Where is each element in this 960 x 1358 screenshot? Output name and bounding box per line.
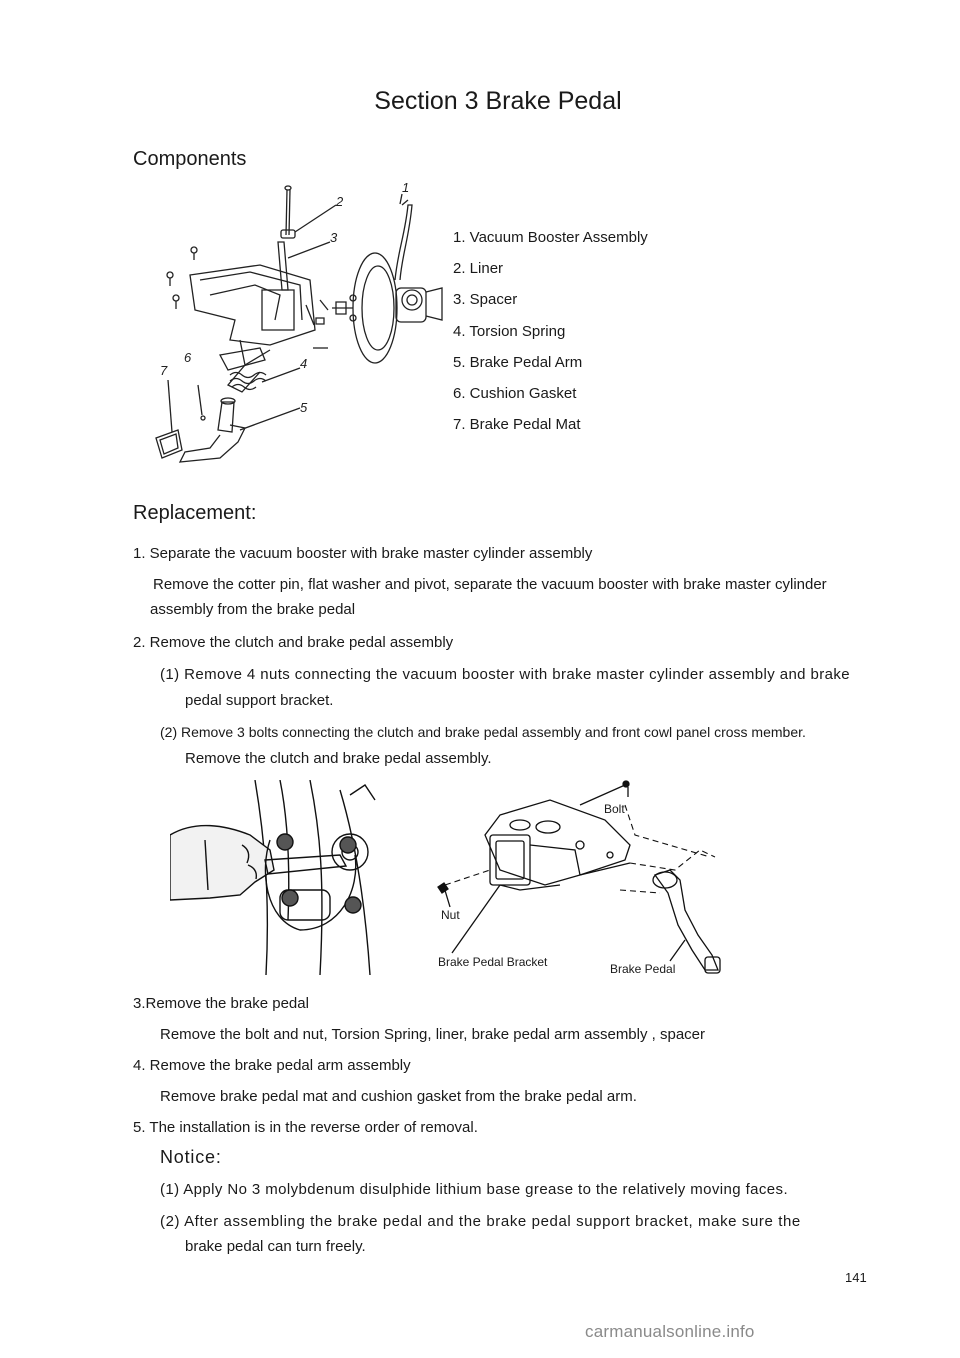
page-title: Section 3 Brake Pedal <box>374 87 622 115</box>
label-nut: Nut <box>441 908 460 922</box>
notice-item-1: (1) Apply No 3 molybdenum disulphide lithium base grease to the relatively moving faces. <box>160 1181 789 1198</box>
callout-2: 2 <box>336 194 344 209</box>
step-1-body-cont: assembly from the brake pedal <box>150 601 356 618</box>
step-3-body: Remove the bolt and nut, Torsion Spring, liner, brake pedal arm assembly , spacer <box>160 1026 706 1043</box>
step-5-title: 5. The installation is in the reverse order of removal. <box>133 1119 478 1136</box>
legend-item: 4. Torsion Spring <box>453 322 566 340</box>
legend-item: 7. Brake Pedal Mat <box>453 416 581 434</box>
legend-item: 6. Cushion Gasket <box>453 385 577 403</box>
callout-3: 3 <box>330 230 338 245</box>
step-2-sub-2-cont: Remove the clutch and brake pedal assembly. <box>185 750 492 767</box>
callout-5: 5 <box>300 400 308 415</box>
step-2-sub-2: (2) Remove 3 bolts connecting the clutch and brake pedal assembly and front cowl panel cross member. <box>160 724 806 740</box>
label-brake-pedal-bracket: Brake Pedal Bracket <box>438 955 548 969</box>
notice-item-2-cont: brake pedal can turn freely. <box>185 1238 366 1255</box>
step-1-title: 1. Separate the vacuum booster with brake master cylinder assembly <box>133 545 593 562</box>
callout-7: 7 <box>160 363 168 378</box>
legend-item: 2. Liner <box>453 260 504 278</box>
step-4-title: 4. Remove the brake pedal arm assembly <box>133 1057 411 1074</box>
bracket-drawing <box>430 775 730 980</box>
components-heading: Components <box>133 148 247 170</box>
components-exploded-diagram <box>150 180 450 470</box>
step-4-body: Remove brake pedal mat and cushion gasket from the brake pedal arm. <box>160 1088 637 1105</box>
label-brake-pedal: Brake Pedal <box>610 962 676 976</box>
step-1-body: Remove the cotter pin, flat washer and pivot, separate the vacuum booster with brake master cylinder <box>153 576 827 593</box>
watermark-text: carmanualsonline.info <box>585 1322 755 1341</box>
notice-item-2: (2) After assembling the brake pedal and the brake pedal support bracket, make sure the <box>160 1213 801 1230</box>
legend-item: 1. Vacuum Booster Assembly <box>453 229 648 246</box>
step-2-title: 2. Remove the clutch and brake pedal assembly <box>133 634 454 651</box>
notice-heading: Notice: <box>160 1147 222 1167</box>
callout-1: 1 <box>402 180 410 195</box>
label-bolt: Bolt <box>604 802 625 816</box>
replacement-heading: Replacement: <box>133 502 257 524</box>
callout-4: 4 <box>300 356 308 371</box>
components-legend <box>453 222 648 440</box>
page-number: 141 <box>845 1270 867 1285</box>
step-3-title: 3.Remove the brake pedal <box>133 995 309 1012</box>
step-2-sub-1: (1) Remove 4 nuts connecting the vacuum booster with brake master cylinder assembly and brake <box>160 666 851 683</box>
legend-item: 5. Brake Pedal Arm <box>453 353 583 371</box>
callout-6: 6 <box>184 350 192 365</box>
legend-item: 3. Spacer <box>453 291 518 309</box>
step-2-sub-1-cont: pedal support bracket. <box>185 692 334 709</box>
removal-photo-illustration <box>170 780 390 975</box>
